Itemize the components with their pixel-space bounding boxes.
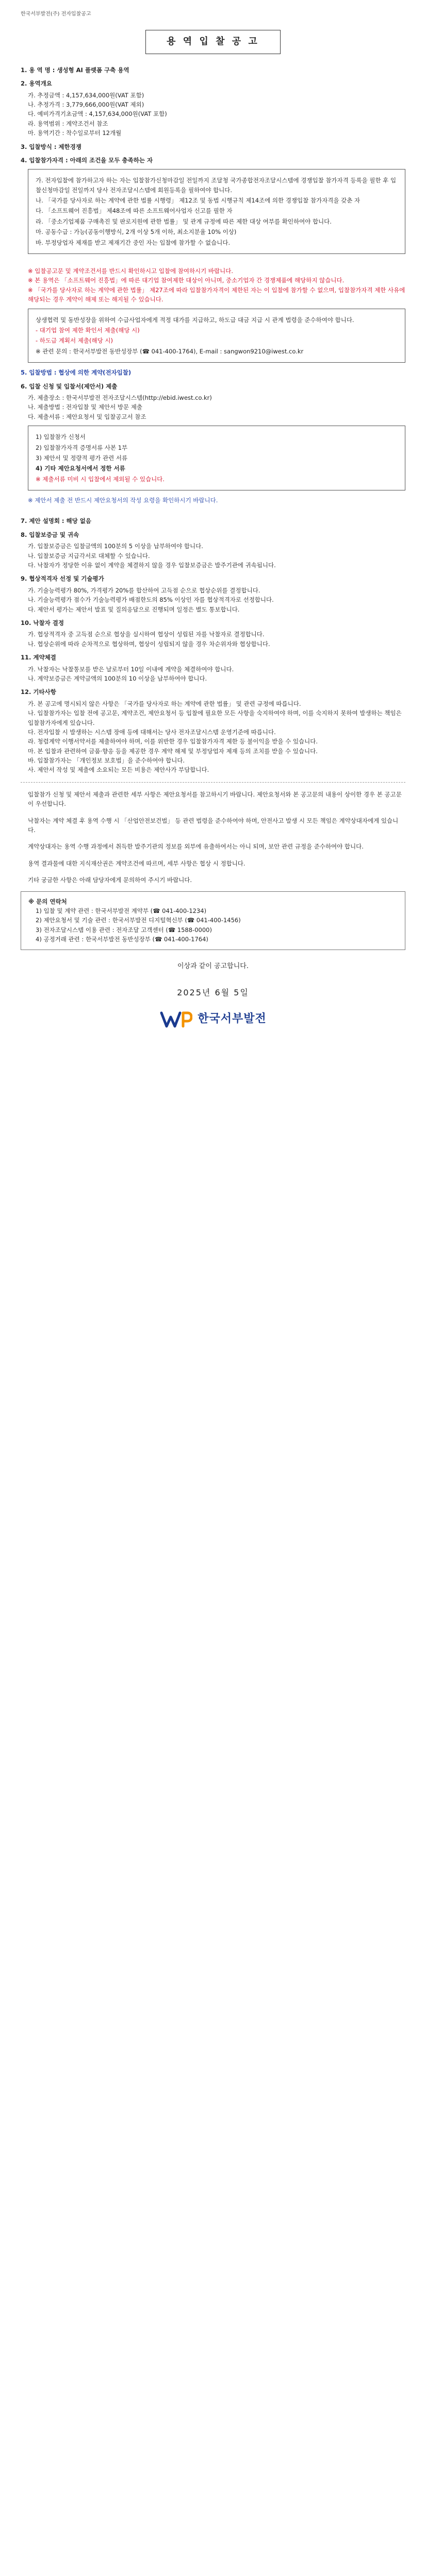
s12-item: 다. 전자입찰 시 발생하는 시스템 장애 등에 대해서는 당사 전자조달시스템 운영기준에 따릅니다.	[28, 728, 276, 736]
long-paragraph: 용역 결과물에 대한 지식재산권은 계약조건에 따르며, 세부 사항은 협상 시 정합니다.	[28, 859, 245, 867]
qualification-box	[28, 169, 405, 254]
long-paragraph: 기타 궁금한 사항은 아래 담당자에게 문의하여 주시기 바랍니다.	[28, 876, 192, 884]
s8-item: 가. 입찰보증금은 입찰금액의 100분의 5 이상을 납부하여야 합니다.	[28, 543, 203, 550]
section-2: 2. 용역개요	[21, 80, 52, 88]
s12-item: 나. 입찰참가자는 입찰 전에 공고문, 계약조건, 제안요청서 등 입찰에 필요한 모든 사항을 숙지하여야 하며, 이를 숙지하지 못하여 발생하는 책임은 입찰참가자에게 있습니다.	[28, 709, 402, 726]
contact-item: 4) 공정거래 관련 : 한국서부발전 동반성장부 (☎ 041-400-1764)	[36, 936, 208, 943]
s12-item: 마. 본 입찰과 관련하여 금품·향응 등을 제공한 경우 계약 해제 및 부정당업자 제재 등의 조치를 받을 수 있습니다.	[28, 747, 318, 755]
qual-item: 라. 「중소기업제품 구매촉진 및 판로지원에 관한 법률」 및 관계 규정에 따른 제한 대상 여부를 확인하여야 합니다.	[36, 217, 332, 225]
section-1: 1. 용 역 명 : 생성형 AI 플랫폼 구축 용역	[21, 66, 129, 74]
notice-red: ※ 입찰공고문 및 계약조건서를 반드시 확인하시고 입찰에 참여하시기 바랍니다.	[28, 267, 234, 275]
doc-item: 4) 기타 제안요청서에서 정한 서류	[36, 465, 125, 472]
qual-item: 마. 공동수급 : 가능(공동이행방식, 2개 이상 5개 이하, 최소지분율 10% 이상)	[36, 228, 237, 236]
s2-item: 라. 용역범위 : 계약조건서 참조	[28, 120, 108, 127]
s6-item: 다. 제출서류 : 제안요청서 및 입찰공고서 참조	[28, 413, 146, 420]
s6-item: 가. 제출장소 : 한국서부발전 전자조달시스템(http://ebid.iwest.co.kr)	[28, 394, 212, 401]
s12-item: 가. 본 공고에 명시되지 않은 사항은 「국가를 당사자로 하는 계약에 관한 법률」 및 관련 규정에 따릅니다.	[28, 700, 301, 707]
s10-item: 나. 협상순위에 따라 순차적으로 협상하며, 협상이 성립되지 않을 경우 차순위자와 협상합니다.	[28, 640, 270, 648]
qual-item: 다. 「소프트웨어 진흥법」 제48조에 따른 소프트웨어사업자 신고를 필한 자	[36, 207, 233, 215]
title-wrap	[21, 30, 405, 54]
s8-item: 다. 낙찰자가 정당한 이유 없이 계약을 체결하지 않을 경우 입찰보증금은 발주기관에 귀속됩니다.	[28, 562, 276, 569]
header-org: 한국서부발전(주) 전자입찰공고	[21, 11, 91, 17]
notice-page	[0, 0, 426, 1045]
section-10: 10. 낙찰자 결정	[21, 619, 64, 626]
section-8: 8. 입찰보증금 및 귀속	[21, 531, 79, 538]
partner-item: 상생협력 및 동반성장을 위하여 수급사업자에게 적정 대가를 지급하고, 하도급 대금 지급 시 관계 법령을 준수하여야 합니다.	[36, 316, 354, 324]
section-4: 4. 입찰참가자격 : 아래의 조건을 모두 충족하는 자	[21, 156, 153, 164]
doc-item: ※ 제출서류 미비 시 입찰에서 제외될 수 있습니다.	[36, 475, 165, 483]
section-7: 7. 제안 설명회 : 해당 없음	[21, 517, 91, 525]
partner-item: ※ 관련 문의 : 한국서부발전 동반성장부 (☎ 041-400-1764), E-mail : sangwon9210@iwest.co.kr	[36, 347, 304, 355]
company-logo	[21, 1009, 405, 1029]
qual-item: 가. 전자입찰에 참가하고자 하는 자는 입찰참가신청마감일 전일까지 조달청 국가종합전자조달시스템에 경쟁입찰 참가자격 등록을 필한 후 입찰신청마감일 전일까지 당사 전자조달시스템에 회원등록을 필하여야 합니다.	[36, 177, 397, 194]
doc-item: 1) 입찰참가 신청서	[36, 433, 86, 441]
wp-logo-icon	[159, 1009, 192, 1029]
logo-text: 한국서부발전	[198, 1012, 267, 1026]
s11-item: 나. 계약보증금은 계약금액의 100분의 10 이상을 납부하여야 합니다.	[28, 674, 207, 682]
long-paragraph: 계약상대자는 용역 수행 과정에서 취득한 발주기관의 정보를 외부에 유출하여서는 아니 되며, 보안 관련 규정을 준수하여야 합니다.	[28, 843, 364, 851]
long-paragraph: 입찰참가 신청 및 제안서 제출과 관련한 세부 사항은 제안요청서를 참고하시기 바랍니다. 제안요청서와 본 공고문의 내용이 상이한 경우 본 공고문이 우선합니다.	[28, 790, 402, 808]
contact-item: 1) 입찰 및 계약 관련 : 한국서부발전 계약부 (☎ 041-400-1234)	[36, 907, 207, 914]
doc-item: 3) 제안서 및 정량적 평가 관련 서류	[36, 454, 128, 462]
s8-item: 나. 입찰보증금 지급각서로 대체할 수 있습니다.	[28, 552, 150, 560]
s12-item: 바. 입찰참가자는 「개인정보 보호법」을 준수하여야 합니다.	[28, 757, 185, 765]
section-12: 12. 기타사항	[21, 688, 56, 696]
s9-item: 다. 제안서 평가는 제안서 발표 및 질의응답으로 진행되며 일정은 별도 통보합니다.	[28, 605, 240, 613]
partnership-box	[28, 309, 405, 363]
section-2-items	[21, 91, 405, 138]
s2-item: 다. 예비가격기초금액 : 4,157,634,000원(VAT 포함)	[28, 110, 167, 118]
partner-item: - 대기업 참여 제한 확인서 제출(해당 시)	[36, 327, 140, 334]
contact-item: 3) 전자조달시스템 이용 관련 : 전자조달 고객센터 (☎ 1588-0000)	[36, 926, 212, 934]
notice-red: ※ 「국가를 당사자로 하는 계약에 관한 법률」 제27조에 따라 입찰참가자격이 제한된 자는 이 입찰에 참가할 수 없으며, 입찰참가자격 제한 사유에 해당되는 경우 계약이 해제 또는 해지될 수 있습니다.	[28, 286, 405, 303]
documents-box	[28, 426, 405, 490]
s6-item: 나. 제출방법 : 전자입찰 및 제안서 방문 제출	[28, 403, 142, 411]
section-5: 5. 입찰방법 : 협상에 의한 계약(전자입찰)	[21, 369, 132, 377]
contact-box	[21, 891, 405, 950]
divider	[21, 782, 405, 783]
s11-item: 가. 낙찰자는 낙찰통보를 받은 날로부터 10일 이내에 계약을 체결하여야 합니다.	[28, 665, 234, 673]
s10-item: 가. 협상적격자 중 고득점 순으로 협상을 실시하여 협상이 성립된 자를 낙찰자로 결정합니다.	[28, 631, 265, 638]
s2-item: 나. 추정가격 : 3,779,666,000원(VAT 제외)	[28, 100, 144, 108]
section-3: 3. 입찰방식 : 제한경쟁	[21, 143, 81, 150]
s9-item: 나. 기술능력평가 점수가 기술능력평가 배점한도의 85% 이상인 자를 협상적격자로 선정합니다.	[28, 596, 274, 604]
notice-date: 2025년 6월 5일	[177, 988, 249, 998]
long-paragraph: 낙찰자는 계약 체결 후 용역 수행 시 「산업안전보건법」 등 관련 법령을 준수하여야 하며, 안전사고 발생 시 모든 책임은 계약상대자에게 있습니다.	[28, 817, 399, 834]
notice-red: ※ 본 용역은 「소프트웨어 진흥법」에 따른 대기업 참여제한 대상이 아니며, 중소기업자 간 경쟁제품에 해당하지 않습니다.	[28, 277, 345, 284]
notice-blue: ※ 제안서 제출 전 반드시 제안요청서의 작성 요령을 확인하시기 바랍니다.	[28, 497, 218, 504]
s9-item: 가. 기술능력평가 80%, 가격평가 20%를 합산하여 고득점 순으로 협상순위를 결정합니다.	[28, 586, 260, 594]
partner-item: - 하도급 계획서 제출(해당 시)	[36, 337, 113, 345]
contact-intro: ※ 문의 연락처	[28, 897, 67, 905]
section-6: 6. 입찰 신청 및 입찰서(제안서) 제출	[21, 382, 118, 390]
s12-item: 사. 제안서 작성 및 제출에 소요되는 모든 비용은 제안사가 부담합니다.	[28, 766, 209, 774]
doc-item: 2) 입찰참가자격 증명서류 사본 1부	[36, 444, 128, 451]
contact-item: 2) 제안요청서 및 기술 관련 : 한국서부발전 디지털혁신부 (☎ 041-400-1456)	[36, 917, 241, 924]
section-11: 11. 계약체결	[21, 654, 56, 662]
s2-item: 가. 추정금액 : 4,157,634,000원(VAT 포함)	[28, 91, 144, 99]
notice-title: 용 역 입 찰 공 고	[145, 30, 281, 54]
closing-text: 이상과 같이 공고합니다.	[177, 962, 249, 970]
section-9: 9. 협상적격자 선정 및 기술평가	[21, 575, 104, 583]
s2-item: 마. 용역기간 : 착수일로부터 12개월	[28, 129, 122, 137]
s12-item: 라. 청렴계약 이행서약서를 제출하여야 하며, 이를 위반한 경우 입찰참가자격 제한 등 불이익을 받을 수 있습니다.	[28, 738, 318, 745]
qual-item: 나. 「국가를 당사자로 하는 계약에 관한 법률 시행령」 제12조 및 동법 시행규칙 제14조에 의한 경쟁입찰 참가자격을 갖춘 자	[36, 197, 361, 205]
qual-item: 바. 부정당업자 제재를 받고 제재기간 중인 자는 입찰에 참가할 수 없습니다.	[36, 239, 231, 246]
